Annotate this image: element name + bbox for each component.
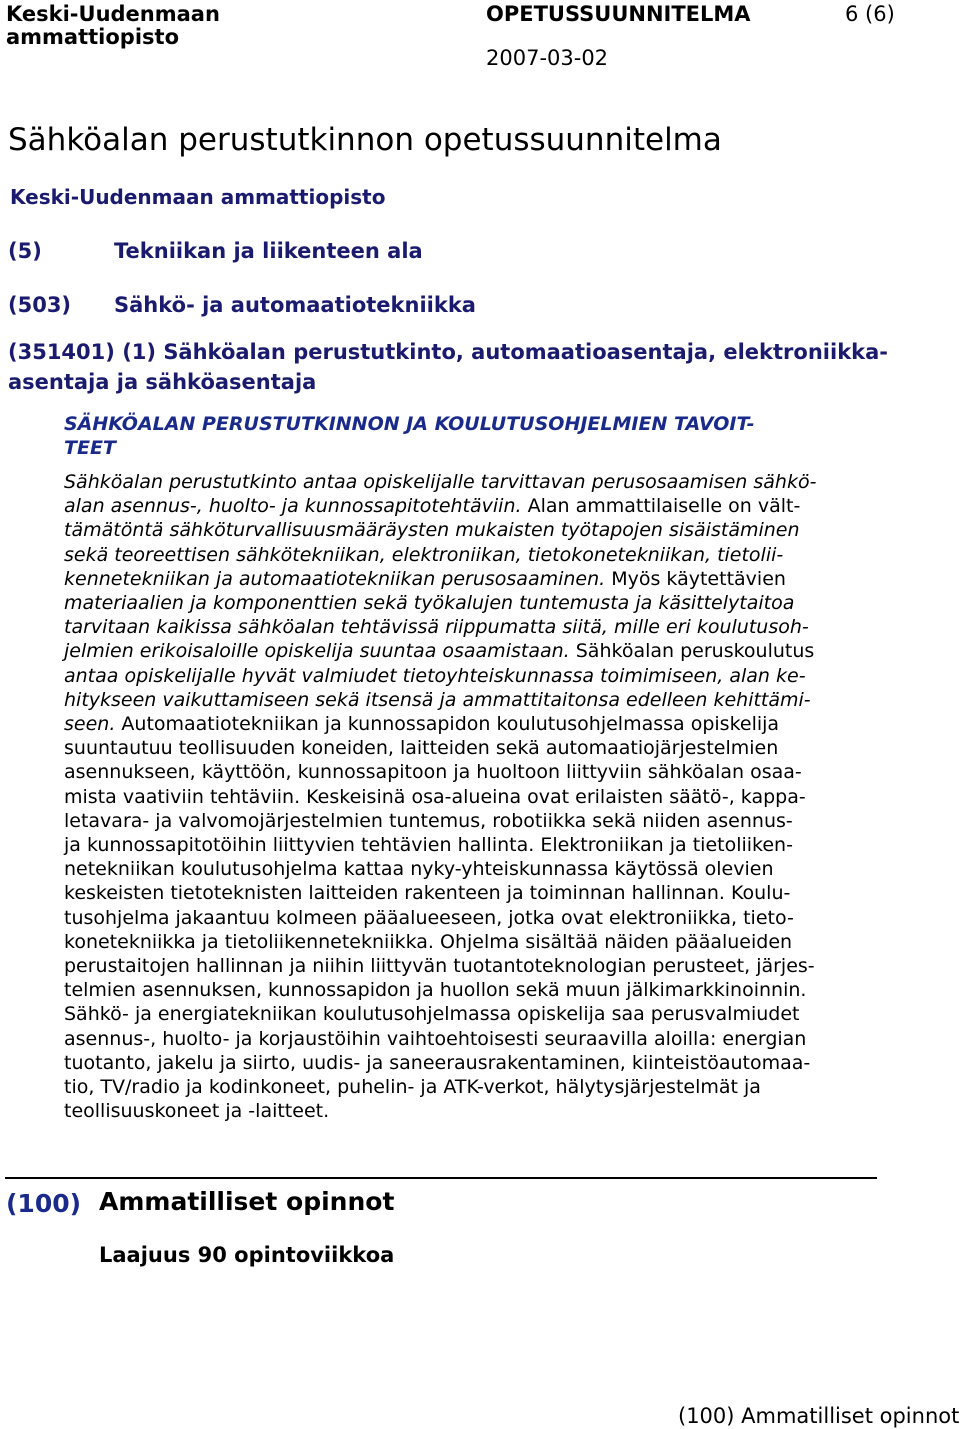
paragraph-line: perustaitojen hallinnan ja niihin liittyvän tuotantoteknologian perusteet, järjes- <box>64 955 815 978</box>
header-org-line2: ammattiopisto <box>6 25 180 49</box>
paragraph-line: antaa opiskelijalle hyvät valmiudet tietoyhteiskunnassa toimimiseen, alan ke- <box>64 664 806 687</box>
paragraph-line: konetekniikka ja tietoliikennetekniikka. Ohjelma sisältää näiden pääalueiden <box>64 930 793 953</box>
section-title: Ammatilliset opinnot <box>99 1187 395 1216</box>
degree-name-line2: asentaja ja sähköasentaja <box>8 370 317 394</box>
paragraph-line: Sähköalan perustutkinto antaa opiskelijalle tarvittavan perusosaamisen sähkö- <box>64 471 817 493</box>
header-page-number: 6 (6) <box>845 2 895 26</box>
header-org-line1: Keski-Uudenmaan <box>6 2 220 26</box>
paragraph-line: letavara- ja valvomojärjestelmien tuntemus, robotiikka sekä niiden asennus- <box>64 809 793 832</box>
paragraph-line: seen. Automaatiotekniikan ja kunnossapidon koulutusohjelmassa opiskelija <box>64 713 780 736</box>
degree-name-line1: Sähköalan perustutkinto, automaatioasentaja, elektroniikka- <box>163 340 889 364</box>
paragraph-line: teollisuuskoneet ja -laitteet. <box>64 1100 330 1123</box>
degree-heading <box>8 339 888 365</box>
paragraph-line: Sähkö- ja energiatekniikan koulutusohjelmassa opiskelija saa perusvalmiudet <box>64 1003 800 1026</box>
paragraph-line: kennetekniikan ja automaatiotekniikan perusosaaminen. Myös käytettävien <box>64 567 786 590</box>
paragraph-line: asennukseen, käyttöön, kunnossapitoon ja huoltoon liittyviin sähköalan osaa- <box>64 761 802 784</box>
paragraph-line: keskeisten tietoteknisten laitteiden rakenteen ja toiminnan hallinnan. Koulu- <box>64 882 791 905</box>
paragraph-line: ja kunnossapitotöihin liittyvien tehtävien hallinta. Elektroniikan ja tietoliiken- <box>64 834 793 857</box>
paragraph-line: tämätöntä sähköturvallisuusmääräysten mukaisten työtapojen sisäistäminen <box>64 519 800 542</box>
section-scope: Laajuus 90 opintoviikkoa <box>99 1243 395 1267</box>
paragraph-line: mista vaativiin tehtäviin. Keskeisinä osa-alueina ovat erilaisten säätö-, kappa- <box>64 785 806 808</box>
paragraph-line: jelmien erikoisaloille opiskelija suuntaa osaamistaan. Sähköalan peruskoulutus <box>64 640 815 663</box>
paragraph-line: sekä teoreettisen sähkötekniikan, elektroniikan, tietokonetekniikan, tietolii- <box>64 543 784 566</box>
goals-paragraph <box>64 470 864 1123</box>
paragraph-line: tusohjelma jakaantuu kolmeen pääalueeseen, jotka ovat elektroniikka, tieto- <box>64 906 794 929</box>
paragraph-line: netekniikan koulutusohjelma kattaa nyky-yhteiskunnassa käytössä olevien <box>64 858 774 881</box>
field-name: Tekniikan ja liikenteen ala <box>114 239 423 263</box>
page-footer: (100) Ammatilliset opinnot <box>678 1404 960 1428</box>
paragraph-line: materiaalien ja komponenttien sekä työkalujen tuntemusta ja käsittelytaitoa <box>64 592 795 615</box>
paragraph-line: alan asennus-, huolto- ja kunnossapitotehtäviin. Alan ammattilaiselle on vält- <box>64 495 801 518</box>
degree-code: (351401) <box>8 340 115 364</box>
degree-subcode: (1) <box>122 340 156 364</box>
institution-name: Keski-Uudenmaan ammattiopisto <box>10 185 386 209</box>
goals-heading-line2: TEET <box>64 437 116 459</box>
paragraph-line: tarvitaan kaikissa sähköalan tehtävissä riippumatta siitä, mille eri koulutusoh- <box>64 616 809 639</box>
page-title: Sähköalan perustutkinnon opetussuunnitelma <box>8 122 722 158</box>
header-doc-type: OPETUSSUUNNITELMA <box>486 2 751 26</box>
subfield-name: Sähkö- ja automaatiotekniikka <box>114 293 476 317</box>
header-date: 2007-03-02 <box>486 46 609 70</box>
paragraph-line: suuntautuu teollisuuden koneiden, laitteiden sekä automaatiojärjestelmien <box>64 737 779 760</box>
subfield-code: (503) <box>8 293 72 317</box>
goals-heading-line1: SÄHKÖALAN PERUSTUTKINNON JA KOULUTUSOHJELMIEN TAVOIT- <box>64 413 755 435</box>
paragraph-line: telmien asennuksen, kunnossapidon ja huollon sekä muun jälkimarkkinoinnin. <box>64 979 807 1002</box>
paragraph-line: tuotanto, jakelu ja siirto, uudis- ja saneerausrakentaminen, kiinteistöautomaa- <box>64 1051 811 1074</box>
section-code: (100) <box>6 1189 82 1218</box>
paragraph-line: hitykseen vaikuttamiseen sekä itsensä ja ammattitaitonsa edelleen kehittämi- <box>64 688 811 711</box>
field-code: (5) <box>8 239 42 263</box>
paragraph-line: asennus-, huolto- ja korjaustöihin vaihtoehtoisesti seuraavilla aloilla: energian <box>64 1027 807 1050</box>
paragraph-line: tio, TV/radio ja kodinkoneet, puhelin- ja ATK-verkot, hälytysjärjestelmät ja <box>64 1076 761 1099</box>
section-divider <box>5 1177 877 1179</box>
